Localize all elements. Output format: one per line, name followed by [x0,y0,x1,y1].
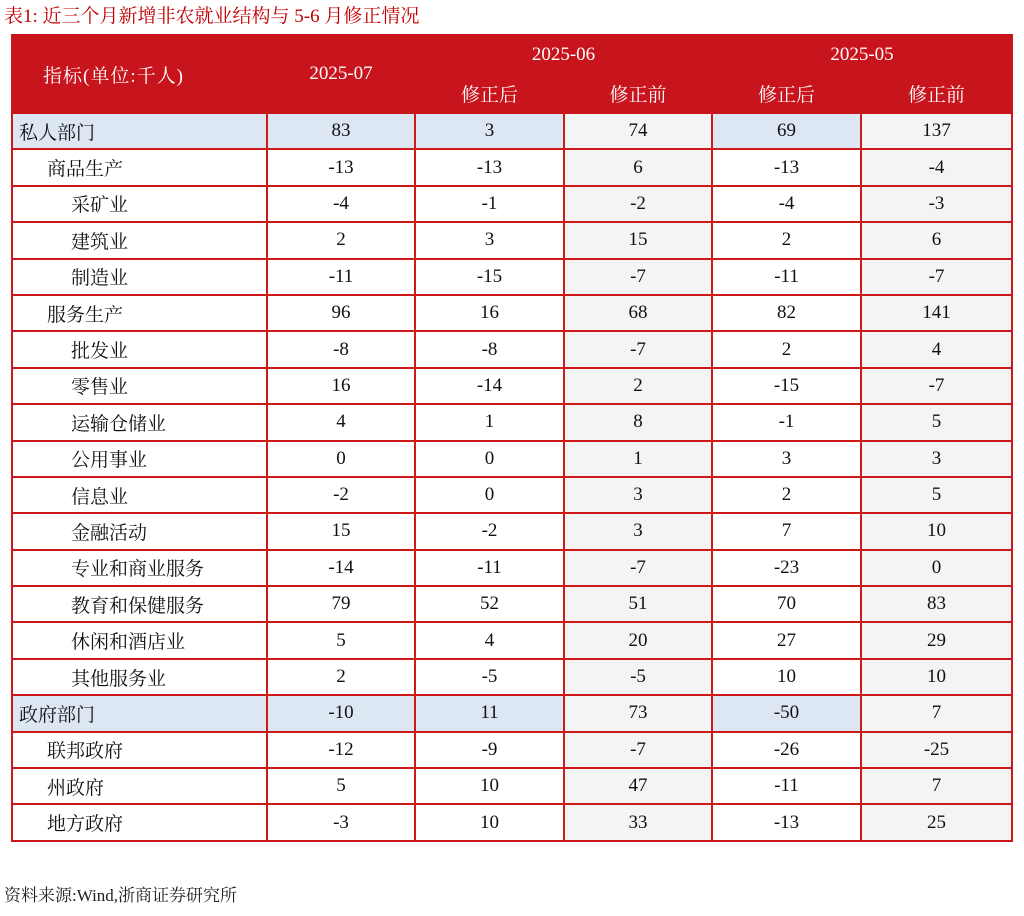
table-row [12,477,1012,513]
header-2025-05-revised: 修正后 [712,74,861,113]
value-cell: -2 [267,477,415,513]
value-cell: -14 [415,368,564,404]
row-label: 政府部门 [12,695,267,731]
value-cell: 1 [564,441,712,477]
value-cell: -1 [415,186,564,222]
value-cell: -1 [712,404,861,440]
value-cell: 79 [267,586,415,622]
value-cell: 7 [861,768,1012,804]
value-cell: 83 [267,113,415,149]
value-cell: 3 [712,441,861,477]
value-cell: 5 [267,768,415,804]
value-cell: 15 [564,222,712,258]
row-label: 运输仓储业 [12,404,267,440]
table-title: 表1: 近三个月新增非农就业结构与 5-6 月修正情况 [4,6,420,27]
value-cell: 3 [564,477,712,513]
value-cell: -23 [712,550,861,586]
value-cell: 51 [564,586,712,622]
value-cell: -11 [267,259,415,295]
table-row [12,404,1012,440]
value-cell: -3 [861,186,1012,222]
value-cell: 11 [415,695,564,731]
table-row [12,659,1012,695]
table-row [12,732,1012,768]
header-2025-06-prior: 修正前 [564,74,712,113]
value-cell: 5 [861,477,1012,513]
row-label: 休闲和酒店业 [12,622,267,658]
value-cell: 2 [712,477,861,513]
value-cell: 20 [564,622,712,658]
value-cell: -14 [267,550,415,586]
value-cell: 70 [712,586,861,622]
table-row [12,695,1012,731]
value-cell: 82 [712,295,861,331]
row-label: 公用事业 [12,441,267,477]
value-cell: 2 [564,368,712,404]
value-cell: -4 [267,186,415,222]
value-cell: -12 [267,732,415,768]
row-label: 教育和保健服务 [12,586,267,622]
value-cell: -5 [564,659,712,695]
value-cell: -13 [712,149,861,185]
value-cell: 4 [415,622,564,658]
row-label: 其他服务业 [12,659,267,695]
value-cell: 15 [267,513,415,549]
row-label: 批发业 [12,331,267,367]
value-cell: 25 [861,804,1012,840]
header-2025-06-revised: 修正后 [415,74,564,113]
value-cell: 74 [564,113,712,149]
value-cell: 27 [712,622,861,658]
value-cell: -2 [564,186,712,222]
row-label: 私人部门 [12,113,267,149]
value-cell: 83 [861,586,1012,622]
row-label: 商品生产 [12,149,267,185]
value-cell: -10 [267,695,415,731]
value-cell: -8 [415,331,564,367]
header-2025-05-prior: 修正前 [861,74,1012,113]
table-row [12,113,1012,149]
value-cell: 47 [564,768,712,804]
table-row [12,513,1012,549]
value-cell: 29 [861,622,1012,658]
row-label: 建筑业 [12,222,267,258]
row-label: 专业和商业服务 [12,550,267,586]
value-cell: -50 [712,695,861,731]
value-cell: 4 [267,404,415,440]
value-cell: 3 [415,113,564,149]
value-cell: 16 [267,368,415,404]
value-cell: 5 [861,404,1012,440]
value-cell: 10 [415,804,564,840]
value-cell: 33 [564,804,712,840]
value-cell: 2 [267,222,415,258]
row-label: 联邦政府 [12,732,267,768]
value-cell: 16 [415,295,564,331]
value-cell: 2 [267,659,415,695]
header-2025-05: 2025-05 [712,35,1012,74]
value-cell: 0 [267,441,415,477]
table-row [12,804,1012,840]
value-cell: 8 [564,404,712,440]
table-row [12,622,1012,658]
value-cell: 3 [564,513,712,549]
value-cell: 3 [415,222,564,258]
header-2025-07: 2025-07 [267,35,415,113]
value-cell: 3 [861,441,1012,477]
value-cell: 73 [564,695,712,731]
value-cell: 6 [564,149,712,185]
header-2025-06: 2025-06 [415,35,712,74]
row-label: 服务生产 [12,295,267,331]
value-cell: -4 [712,186,861,222]
table-row [12,550,1012,586]
row-label: 地方政府 [12,804,267,840]
value-cell: 2 [712,222,861,258]
value-cell: -15 [712,368,861,404]
table-row [12,768,1012,804]
value-cell: -11 [712,768,861,804]
value-cell: 10 [712,659,861,695]
value-cell: 10 [415,768,564,804]
value-cell: 5 [267,622,415,658]
value-cell: -5 [415,659,564,695]
value-cell: -26 [712,732,861,768]
table-row [12,259,1012,295]
value-cell: 0 [415,441,564,477]
value-cell: -25 [861,732,1012,768]
value-cell: -8 [267,331,415,367]
value-cell: -13 [267,149,415,185]
value-cell: 69 [712,113,861,149]
header-row-months [12,35,1012,74]
value-cell: -3 [267,804,415,840]
row-label: 金融活动 [12,513,267,549]
table-row [12,222,1012,258]
table-row [12,441,1012,477]
value-cell: -11 [712,259,861,295]
value-cell: 52 [415,586,564,622]
table-row [12,149,1012,185]
value-cell: -13 [415,149,564,185]
value-cell: 0 [861,550,1012,586]
value-cell: 1 [415,404,564,440]
value-cell: 10 [861,659,1012,695]
nonfarm-payroll-table [11,34,1013,842]
value-cell: 2 [712,331,861,367]
header-indicator-label: 指标(单位:千人) [12,35,267,113]
value-cell: 4 [861,331,1012,367]
value-cell: 7 [861,695,1012,731]
value-cell: -9 [415,732,564,768]
row-label: 采矿业 [12,186,267,222]
table-body [12,113,1012,841]
value-cell: 6 [861,222,1012,258]
value-cell: -2 [415,513,564,549]
value-cell: 0 [415,477,564,513]
row-label: 制造业 [12,259,267,295]
row-label: 零售业 [12,368,267,404]
value-cell: -7 [564,259,712,295]
table-row [12,331,1012,367]
value-cell: -11 [415,550,564,586]
value-cell: -7 [861,368,1012,404]
table-row [12,368,1012,404]
source-note: 资料来源:Wind,浙商证券研究所 [4,886,238,905]
value-cell: 7 [712,513,861,549]
value-cell: -7 [564,732,712,768]
value-cell: -7 [564,550,712,586]
table-row [12,586,1012,622]
value-cell: 137 [861,113,1012,149]
value-cell: 10 [861,513,1012,549]
value-cell: -7 [861,259,1012,295]
value-cell: 96 [267,295,415,331]
value-cell: -4 [861,149,1012,185]
table-row [12,186,1012,222]
row-label: 信息业 [12,477,267,513]
row-label: 州政府 [12,768,267,804]
value-cell: -7 [564,331,712,367]
value-cell: -13 [712,804,861,840]
value-cell: 141 [861,295,1012,331]
value-cell: 68 [564,295,712,331]
value-cell: -15 [415,259,564,295]
table-row [12,295,1012,331]
